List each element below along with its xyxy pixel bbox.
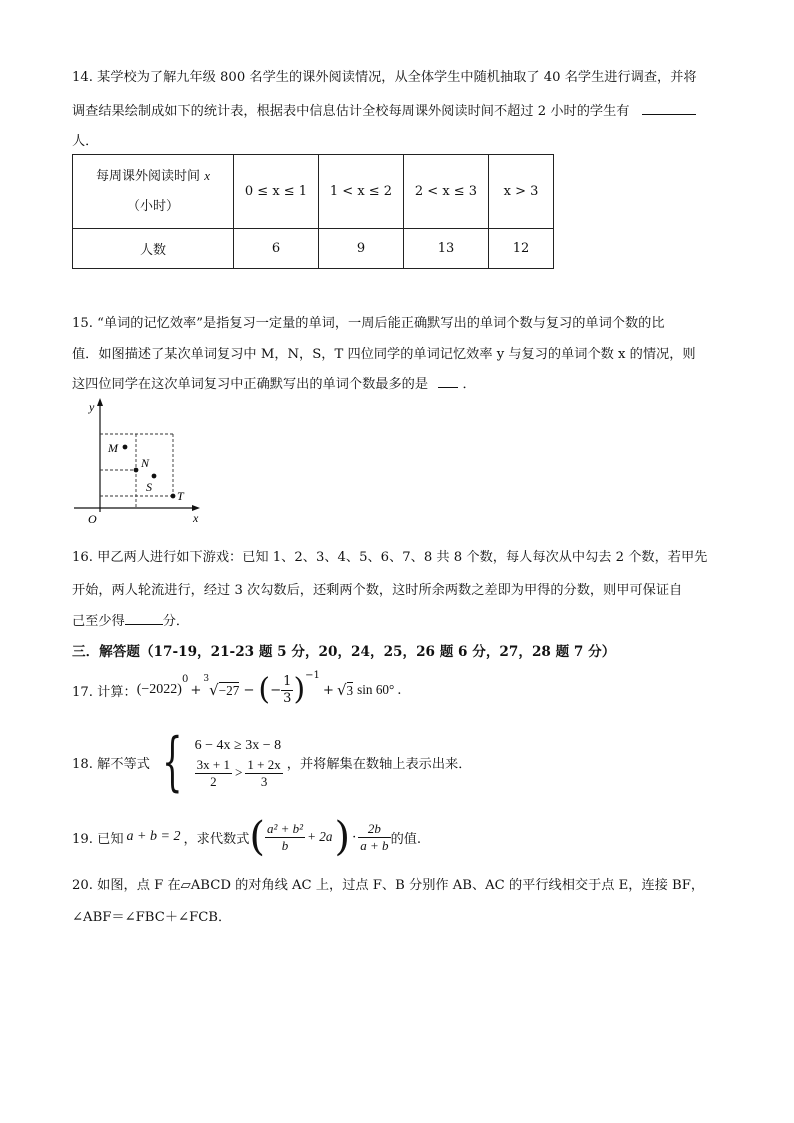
q19-plus: + 2a xyxy=(307,829,333,844)
left-paren-icon: ( xyxy=(249,814,265,860)
q17-exp-neg1: −1 xyxy=(305,670,320,681)
table-cell: 0 ≤ x ≤ 1 xyxy=(234,155,319,229)
table-cell: 12 xyxy=(489,229,554,269)
q17-expression xyxy=(72,670,402,710)
q19-expression xyxy=(72,814,421,860)
header-label-2: （小时） xyxy=(126,199,179,214)
q18-frac-2-num: 1 + 2x xyxy=(247,756,281,772)
q19-dot: · xyxy=(352,829,357,845)
table-cell: x > 3 xyxy=(489,155,554,229)
section-3-title: 三．解答题（17-19，21-23 题 5 分，20，24，25，26 题 6 分，27，28 题 7 分） xyxy=(72,644,616,660)
q14-statistics-table xyxy=(72,154,554,269)
x-axis-label: x xyxy=(193,511,199,525)
sqrt-icon: √ xyxy=(336,681,347,699)
q19-frac-1-num: a² + b² xyxy=(267,820,304,836)
q18-frac-1-den: 2 xyxy=(210,773,217,789)
point-s xyxy=(152,474,157,479)
q19-frac-2-den: a + b xyxy=(360,837,389,853)
q20-line-2: ∠ABF＝∠FBC＋∠FCB． xyxy=(72,910,232,925)
table-cell: 2 < x ≤ 3 xyxy=(404,155,489,229)
q15-answer-blank[interactable] xyxy=(438,375,458,388)
table-cell: 9 xyxy=(319,229,404,269)
q16-line-2: 开始，两人轮流进行，经过 3 次勾数后，还剩两个数，这时所余两数之差即为甲得的分数，则甲可保证自 xyxy=(72,583,683,598)
q17-root-index: 3 xyxy=(203,674,210,684)
point-m xyxy=(123,445,128,450)
q15-line-3-text: 这四位同学在这次单词复习中正确默写出的单词个数最多的是 xyxy=(72,377,429,392)
q19-middle: ，求代数式 xyxy=(183,831,250,847)
table-row xyxy=(73,229,554,269)
brace-icon: { xyxy=(162,725,183,799)
right-paren-icon: ) xyxy=(334,814,351,860)
q16-line-3-a: 己至少得 xyxy=(72,614,125,629)
q15-graph xyxy=(70,396,210,528)
q15-line-3-end: ． xyxy=(462,377,476,392)
table-header-cell xyxy=(73,155,234,229)
table-row-label: 人数 xyxy=(73,229,234,269)
point-m-label: M xyxy=(108,441,118,455)
table-row xyxy=(73,155,554,229)
root-icon: √ xyxy=(209,681,219,699)
q17-plus-2: + xyxy=(322,682,334,698)
q17-fraction xyxy=(281,674,293,707)
q19-suffix: 的值. xyxy=(390,831,422,847)
point-n-label: N xyxy=(141,456,150,470)
point-t-label: T xyxy=(177,489,184,503)
q17-radicand: −27 xyxy=(218,682,240,698)
origin-label: O xyxy=(88,512,97,526)
q18-gt: > xyxy=(234,765,243,780)
table-cell: 6 xyxy=(234,229,319,269)
q18-ineq-2 xyxy=(195,757,283,790)
q19-frac-1-den: b xyxy=(281,837,289,853)
q14-line-2-text: 调查结果绘制成如下的统计表，根据表中信息估计全校每周课外阅读时间不超过 2 小时的学生有 xyxy=(72,104,630,119)
q14-line-3: 人． xyxy=(72,134,99,149)
q14-answer-blank[interactable] xyxy=(642,102,696,115)
right-paren-icon: ) xyxy=(293,672,306,707)
header-var: x xyxy=(204,168,210,183)
q18-frac-1-num: 3x + 1 xyxy=(196,756,230,772)
q15-line-1: 15. “单词的记忆效率”是指复习一定量的单词，一周后能正确默写出的单词个数与复习的单词个数的比 xyxy=(72,316,665,331)
q17-exp-0: 0 xyxy=(181,674,189,685)
q16-line-3-b: 分． xyxy=(162,614,190,629)
table-cell: 1 < x ≤ 2 xyxy=(319,155,404,229)
q18-frac-1 xyxy=(195,757,232,790)
q18-inequalities xyxy=(195,735,283,790)
q18-prefix: 18. 解不等式 xyxy=(72,756,150,772)
table-cell: 13 xyxy=(404,229,489,269)
q17-frac-num: 1 xyxy=(283,673,292,689)
q19-frac-2-num: 2b xyxy=(358,821,390,838)
q18-system xyxy=(72,725,472,799)
q16-line-1: 16. 甲乙两人进行如下游戏：已知 1、2、3、4、5、6、7、8 共 8 个数，每人每次从中勾去 2 个数，若甲先 xyxy=(72,550,708,565)
q17-sqrt3: 3 xyxy=(346,682,354,698)
point-t xyxy=(171,494,176,499)
q17-frac-den: 3 xyxy=(283,690,292,706)
q19-frac-2 xyxy=(358,821,390,854)
q17-neg-sign: − xyxy=(270,682,282,698)
q18-suffix: ，并将解集在数轴上表示出来． xyxy=(286,756,472,772)
y-axis-label: y xyxy=(89,400,95,414)
y-axis-arrow-icon xyxy=(97,398,103,406)
q18-frac-2-den: 3 xyxy=(260,773,268,789)
q17-sin: sin 60° xyxy=(357,682,395,697)
q16-line-3 xyxy=(72,610,189,629)
q17-prefix: 17. 计算： xyxy=(72,684,137,700)
q19-prefix: 19. 已知 xyxy=(72,831,124,847)
q18-frac-2 xyxy=(245,757,282,790)
q17-end: . xyxy=(397,682,402,698)
q17-minus: − xyxy=(243,682,255,698)
q18-ineq-1: 6 − 4x ≥ 3x − 8 xyxy=(194,737,282,753)
left-paren-icon: ( xyxy=(258,672,271,707)
point-s-label: S xyxy=(146,480,152,494)
q16-answer-blank[interactable] xyxy=(125,612,163,625)
q19-frac-1 xyxy=(265,821,305,854)
q19-cond: a + b = 2 xyxy=(126,829,181,844)
header-label-1: 每周课外阅读时间 xyxy=(96,169,201,184)
q17-plus-1: + xyxy=(190,682,202,698)
q14-line-2 xyxy=(72,100,696,119)
q20-line-1: 20. 如图，点 F 在▱ABCD 的对角线 AC 上，过点 F、B 分别作 AB、AC 的平行线相交于点 E，连接 BF， xyxy=(72,878,705,893)
q15-line-3 xyxy=(72,373,476,392)
point-n xyxy=(134,468,139,473)
q14-line-1: 14. 某学校为了解九年级 800 名学生的课外阅读情况，从全体学生中随机抽取了 40 名学生进行调查，并将 xyxy=(72,70,697,85)
q17-base: (−2022) xyxy=(136,682,182,697)
q15-line-2: 值．如图描述了某次单词复习中 M，N，S，T 四位同学的单词记忆效率 y 与复习的单词个数 x 的情况，则 xyxy=(72,347,696,362)
